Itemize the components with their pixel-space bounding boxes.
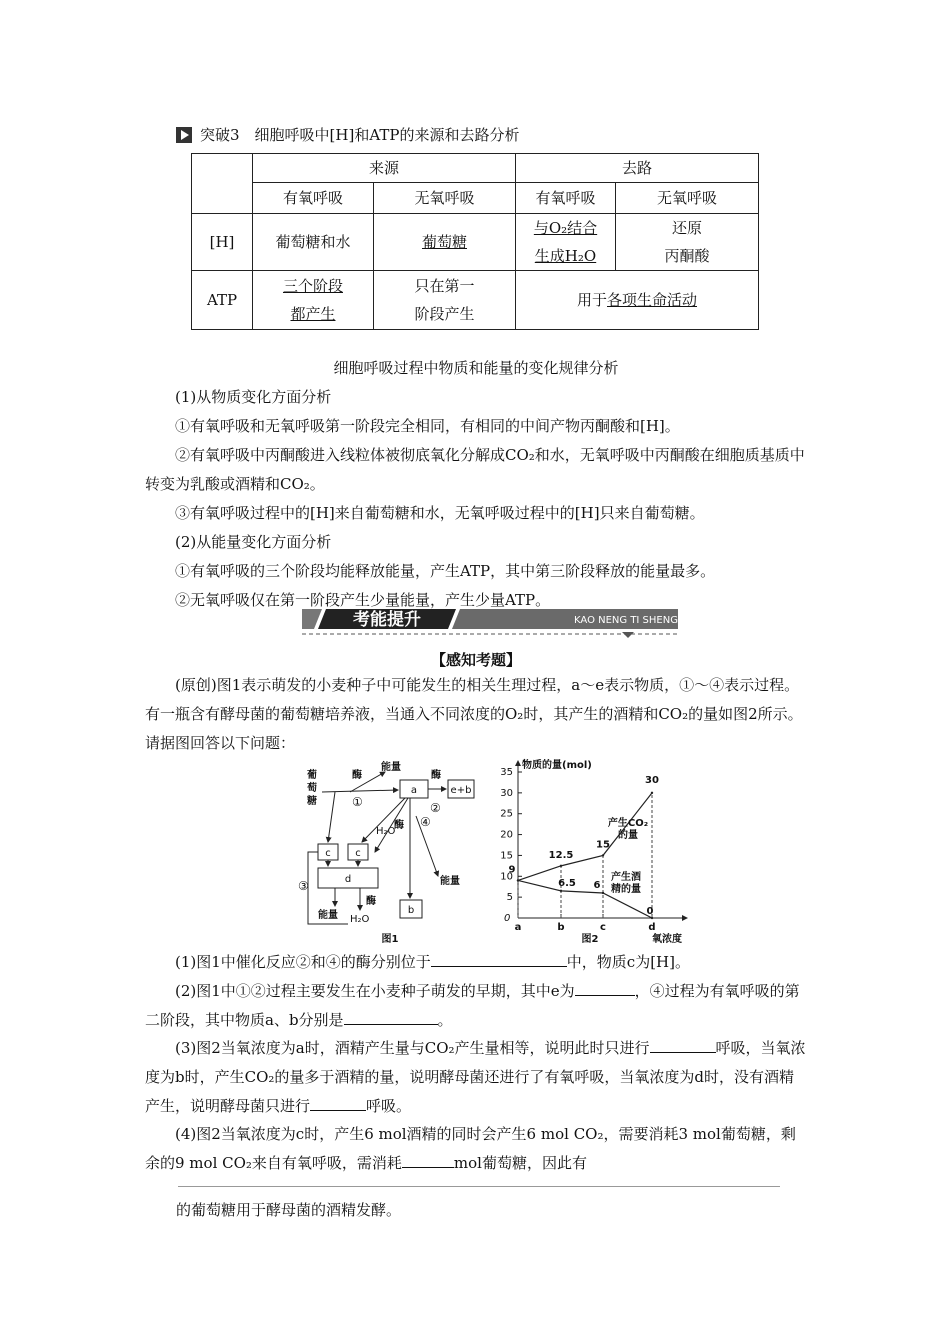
question-4 bbox=[145, 1120, 807, 1178]
q1-blank[interactable] bbox=[431, 949, 567, 967]
x-tick-label: b bbox=[557, 922, 565, 933]
q1-text-b: 中，物质c为[H]。 bbox=[566, 953, 690, 971]
x-tick-label: d bbox=[648, 922, 656, 933]
fig1-energy-bottom: 能量 bbox=[318, 910, 338, 921]
cell-atp-aerobic-source bbox=[253, 271, 374, 330]
section-title: 突破3 细胞呼吸中[H]和ATP的来源和去路分析 bbox=[200, 126, 520, 144]
cell-h-aerobic-dest-line1: 与O₂结合 bbox=[533, 219, 598, 237]
data-point bbox=[602, 854, 604, 856]
q2-text-a: (2)图1中①②过程主要发生在小麦种子萌发的早期，其中e为 bbox=[175, 982, 575, 1000]
y-axis-label: 物质的量(mol) bbox=[522, 760, 592, 771]
fig1-step-3: ③ bbox=[298, 879, 309, 893]
y-tick-label: 30 bbox=[500, 787, 513, 799]
arrow-glucose-c bbox=[328, 792, 335, 842]
node-c-2-label: c bbox=[355, 848, 361, 859]
node-d-label: d bbox=[344, 874, 352, 885]
cell-h-aerobic-dest bbox=[516, 214, 616, 271]
node-eb-label: e+b bbox=[450, 785, 472, 796]
y-tick-label: 5 bbox=[506, 892, 513, 904]
analysis-line-4: ③有氧呼吸过程中的[H]来自葡萄糖和水，无氧呼吸过程中的[H]只来自葡萄糖。 bbox=[175, 504, 705, 522]
analysis-line-6: ①有氧呼吸的三个阶段均能释放能量，产生ATP，其中第三阶段释放的能量最多。 bbox=[175, 562, 716, 580]
question-1 bbox=[145, 948, 807, 977]
question-intro: (原创)图1表示萌发的小麦种子中可能发生的相关生理过程，a～e表示物质，①～④表示过程。有一瓶含有酵母菌的葡萄糖培养液，当通入不同浓度的O₂时，其产生的酒精和CO₂的量如图2所示。请据图回答以下问题： bbox=[145, 676, 803, 752]
fig1-step-4: ④ bbox=[420, 815, 431, 829]
q4-blank-1[interactable] bbox=[402, 1150, 454, 1168]
figure-1-diagram bbox=[298, 760, 474, 945]
node-c-1-label: c bbox=[325, 848, 331, 859]
question-3 bbox=[145, 1034, 807, 1121]
y-tick-label: 15 bbox=[500, 850, 513, 862]
data-point bbox=[651, 792, 653, 794]
subheader-anaerobic-source: 无氧呼吸 bbox=[374, 183, 516, 214]
banner-cn: 考能提升 bbox=[353, 610, 421, 630]
data-point bbox=[651, 917, 653, 919]
cell-atp-aerobic-line1: 三个阶段 bbox=[282, 277, 343, 295]
fig1-caption: 图1 bbox=[381, 934, 399, 945]
q3-text-b: 呼吸，当氧浓度为b时，产生CO₂的量多于酒精的量，说明酵母菌还进行了有氧呼吸，当氧浓度为d时，没有酒精产生，说明酵母菌只进行 bbox=[145, 1039, 806, 1115]
cell-h-anaerobic-dest-line2: 丙酮酸 bbox=[664, 247, 710, 265]
q3-text-c: 呼吸。 bbox=[366, 1097, 412, 1115]
q2-text-c: 。 bbox=[437, 1011, 453, 1029]
header-source: 来源 bbox=[253, 154, 516, 183]
subheader-anaerobic-dest: 无氧呼吸 bbox=[616, 183, 759, 214]
y-tick-label: 20 bbox=[500, 829, 513, 841]
fig1-enzyme-1: 酶 bbox=[352, 770, 362, 781]
source-destination-table bbox=[191, 153, 759, 330]
series-name: 产生酒 bbox=[611, 872, 641, 883]
cell-h-anaerobic-dest bbox=[616, 214, 759, 271]
data-label: 6.5 bbox=[558, 877, 576, 889]
x-tick-label: a bbox=[514, 922, 522, 933]
cell-atp-aerobic-line2: 都产生 bbox=[290, 305, 336, 323]
cell-h-anaerobic-source bbox=[374, 214, 516, 271]
y-tick-label: 35 bbox=[500, 767, 513, 778]
banner-en: KAO NENG TI SHENG bbox=[574, 615, 678, 626]
cell-atp-anaerobic-line1: 只在第一 bbox=[414, 277, 475, 295]
analysis-line-2: ①有氧呼吸和无氧呼吸第一阶段完全相同，有相同的中间产物丙酮酸和[H]。 bbox=[175, 417, 680, 435]
data-label: 30 bbox=[645, 774, 659, 786]
banner bbox=[300, 605, 680, 639]
figures bbox=[290, 756, 700, 948]
section-heading bbox=[176, 124, 519, 145]
q2-blank-e[interactable] bbox=[575, 978, 635, 996]
question-tag: 【感知考题】 bbox=[430, 651, 521, 669]
cell-atp-anaerobic-line2: 阶段产生 bbox=[414, 305, 475, 323]
analysis-line-3: ②有氧呼吸中丙酮酸进入线粒体被彻底氧化分解成CO₂和水，无氧呼吸中丙酮酸在细胞质基质中转变为乳酸或酒精和CO₂。 bbox=[145, 446, 805, 493]
y-axis-arrow-icon bbox=[515, 760, 521, 766]
banner-left-block bbox=[302, 609, 322, 629]
cell-atp-dest-prefix: 用于 bbox=[576, 291, 607, 309]
analysis-title: 细胞呼吸过程中物质和能量的变化规律分析 bbox=[333, 359, 619, 377]
x-tick-label: c bbox=[600, 922, 606, 933]
analysis-line-1: (1)从物质变化方面分析 bbox=[175, 388, 332, 406]
fig1-step-2: ② bbox=[430, 801, 441, 815]
cell-h-anaerobic-dest-line1: 还原 bbox=[671, 219, 702, 237]
question-2 bbox=[145, 977, 807, 1035]
chart-caption: 图2 bbox=[581, 934, 599, 945]
q4-blank-line[interactable] bbox=[178, 1186, 780, 1187]
data-label: 6 bbox=[593, 879, 601, 891]
subheader-aerobic-dest: 有氧呼吸 bbox=[516, 183, 616, 214]
fig1-glucose-1: 葡 bbox=[307, 770, 317, 781]
data-point bbox=[560, 865, 562, 867]
banner-caret-icon bbox=[622, 632, 634, 638]
data-label: 0 bbox=[646, 906, 654, 917]
data-label: 9 bbox=[508, 864, 516, 876]
y-tick-label: 10 bbox=[500, 871, 513, 883]
fig1-enzyme-3: 酶 bbox=[366, 896, 376, 907]
q3-text-a: (3)图2当氧浓度为a时，酒精产生量与CO₂产生量相等，说明此时只进行 bbox=[175, 1039, 650, 1057]
data-point bbox=[560, 890, 562, 892]
q2-blank-ab[interactable] bbox=[344, 1007, 438, 1025]
q3-blank-1[interactable] bbox=[650, 1035, 716, 1053]
series-name: 产生CO₂ bbox=[607, 818, 649, 829]
fig1-glucose-2: 萄 bbox=[307, 783, 317, 794]
series-name: 精的量 bbox=[611, 884, 641, 895]
figure-2-chart bbox=[500, 758, 688, 945]
analysis-line-5: (2)从能量变化方面分析 bbox=[175, 533, 332, 551]
row-label-atp: ATP bbox=[192, 271, 253, 330]
cell-h-aerobic-dest-line2: 生成H₂O bbox=[534, 247, 597, 265]
data-point bbox=[602, 892, 604, 894]
fig1-glucose-3: 糖 bbox=[307, 796, 317, 807]
data-label: 15 bbox=[596, 839, 610, 851]
fig1-water-bottom: H₂O bbox=[350, 914, 370, 925]
arrow-glucose-a bbox=[322, 790, 398, 792]
cell-atp-destination bbox=[516, 271, 759, 330]
series-name: 的量 bbox=[618, 830, 638, 841]
q3-blank-2[interactable] bbox=[310, 1093, 366, 1111]
data-point bbox=[517, 879, 519, 881]
subheader-aerobic-source: 有氧呼吸 bbox=[253, 183, 374, 214]
cell-atp-dest-underlined: 各项生命活动 bbox=[607, 291, 698, 309]
q4-tail: 的葡萄糖用于酵母菌的酒精发酵。 bbox=[176, 1201, 402, 1219]
node-b-label: b bbox=[407, 905, 415, 916]
y-tick-label: 25 bbox=[500, 808, 513, 820]
fig1-enzyme-2: 酶 bbox=[431, 770, 441, 781]
cell-atp-anaerobic-source bbox=[374, 271, 516, 330]
fig1-enzyme-4: 酶 bbox=[394, 820, 404, 831]
x-axis-label: 氧浓度 bbox=[652, 934, 682, 945]
x-axis-arrow-icon bbox=[682, 915, 688, 921]
data-label: 12.5 bbox=[548, 849, 574, 861]
header-destination: 去路 bbox=[516, 154, 759, 183]
q4-text-b: mol葡萄糖，因此有 bbox=[453, 1154, 587, 1172]
q4-text-a: (4)图2当氧浓度为c时，产生6 mol酒精的同时会产生6 mol CO₂，需要消耗3 mol葡萄糖，剩余的9 mol CO₂来自有氧呼吸，需消耗 bbox=[145, 1125, 796, 1172]
cell-h-aerobic-source: 葡萄糖和水 bbox=[253, 214, 374, 271]
fig1-energy-right: 能量 bbox=[440, 876, 460, 887]
cell-h-anaerobic-source-text: 葡萄糖 bbox=[421, 233, 467, 251]
fig1-water: H₂O bbox=[376, 826, 396, 837]
fig1-energy-top: 能量 bbox=[381, 762, 401, 773]
row-label-h: [H] bbox=[192, 214, 253, 271]
analysis-line-7: ②无氧呼吸仅在第一阶段产生少量能量，产生少量ATP。 bbox=[175, 591, 551, 609]
play-icon bbox=[176, 127, 192, 143]
origin-label: 0 bbox=[504, 913, 511, 924]
q1-text-a: (1)图1中催化反应②和④的酶分别位于 bbox=[175, 953, 431, 971]
node-a-label: a bbox=[410, 785, 418, 796]
q2-text-b: ，④过程为有氧呼吸的第二阶段，其中物质a、b分别是 bbox=[145, 982, 800, 1029]
table-corner bbox=[192, 154, 253, 214]
fig1-step-1: ① bbox=[352, 795, 363, 809]
